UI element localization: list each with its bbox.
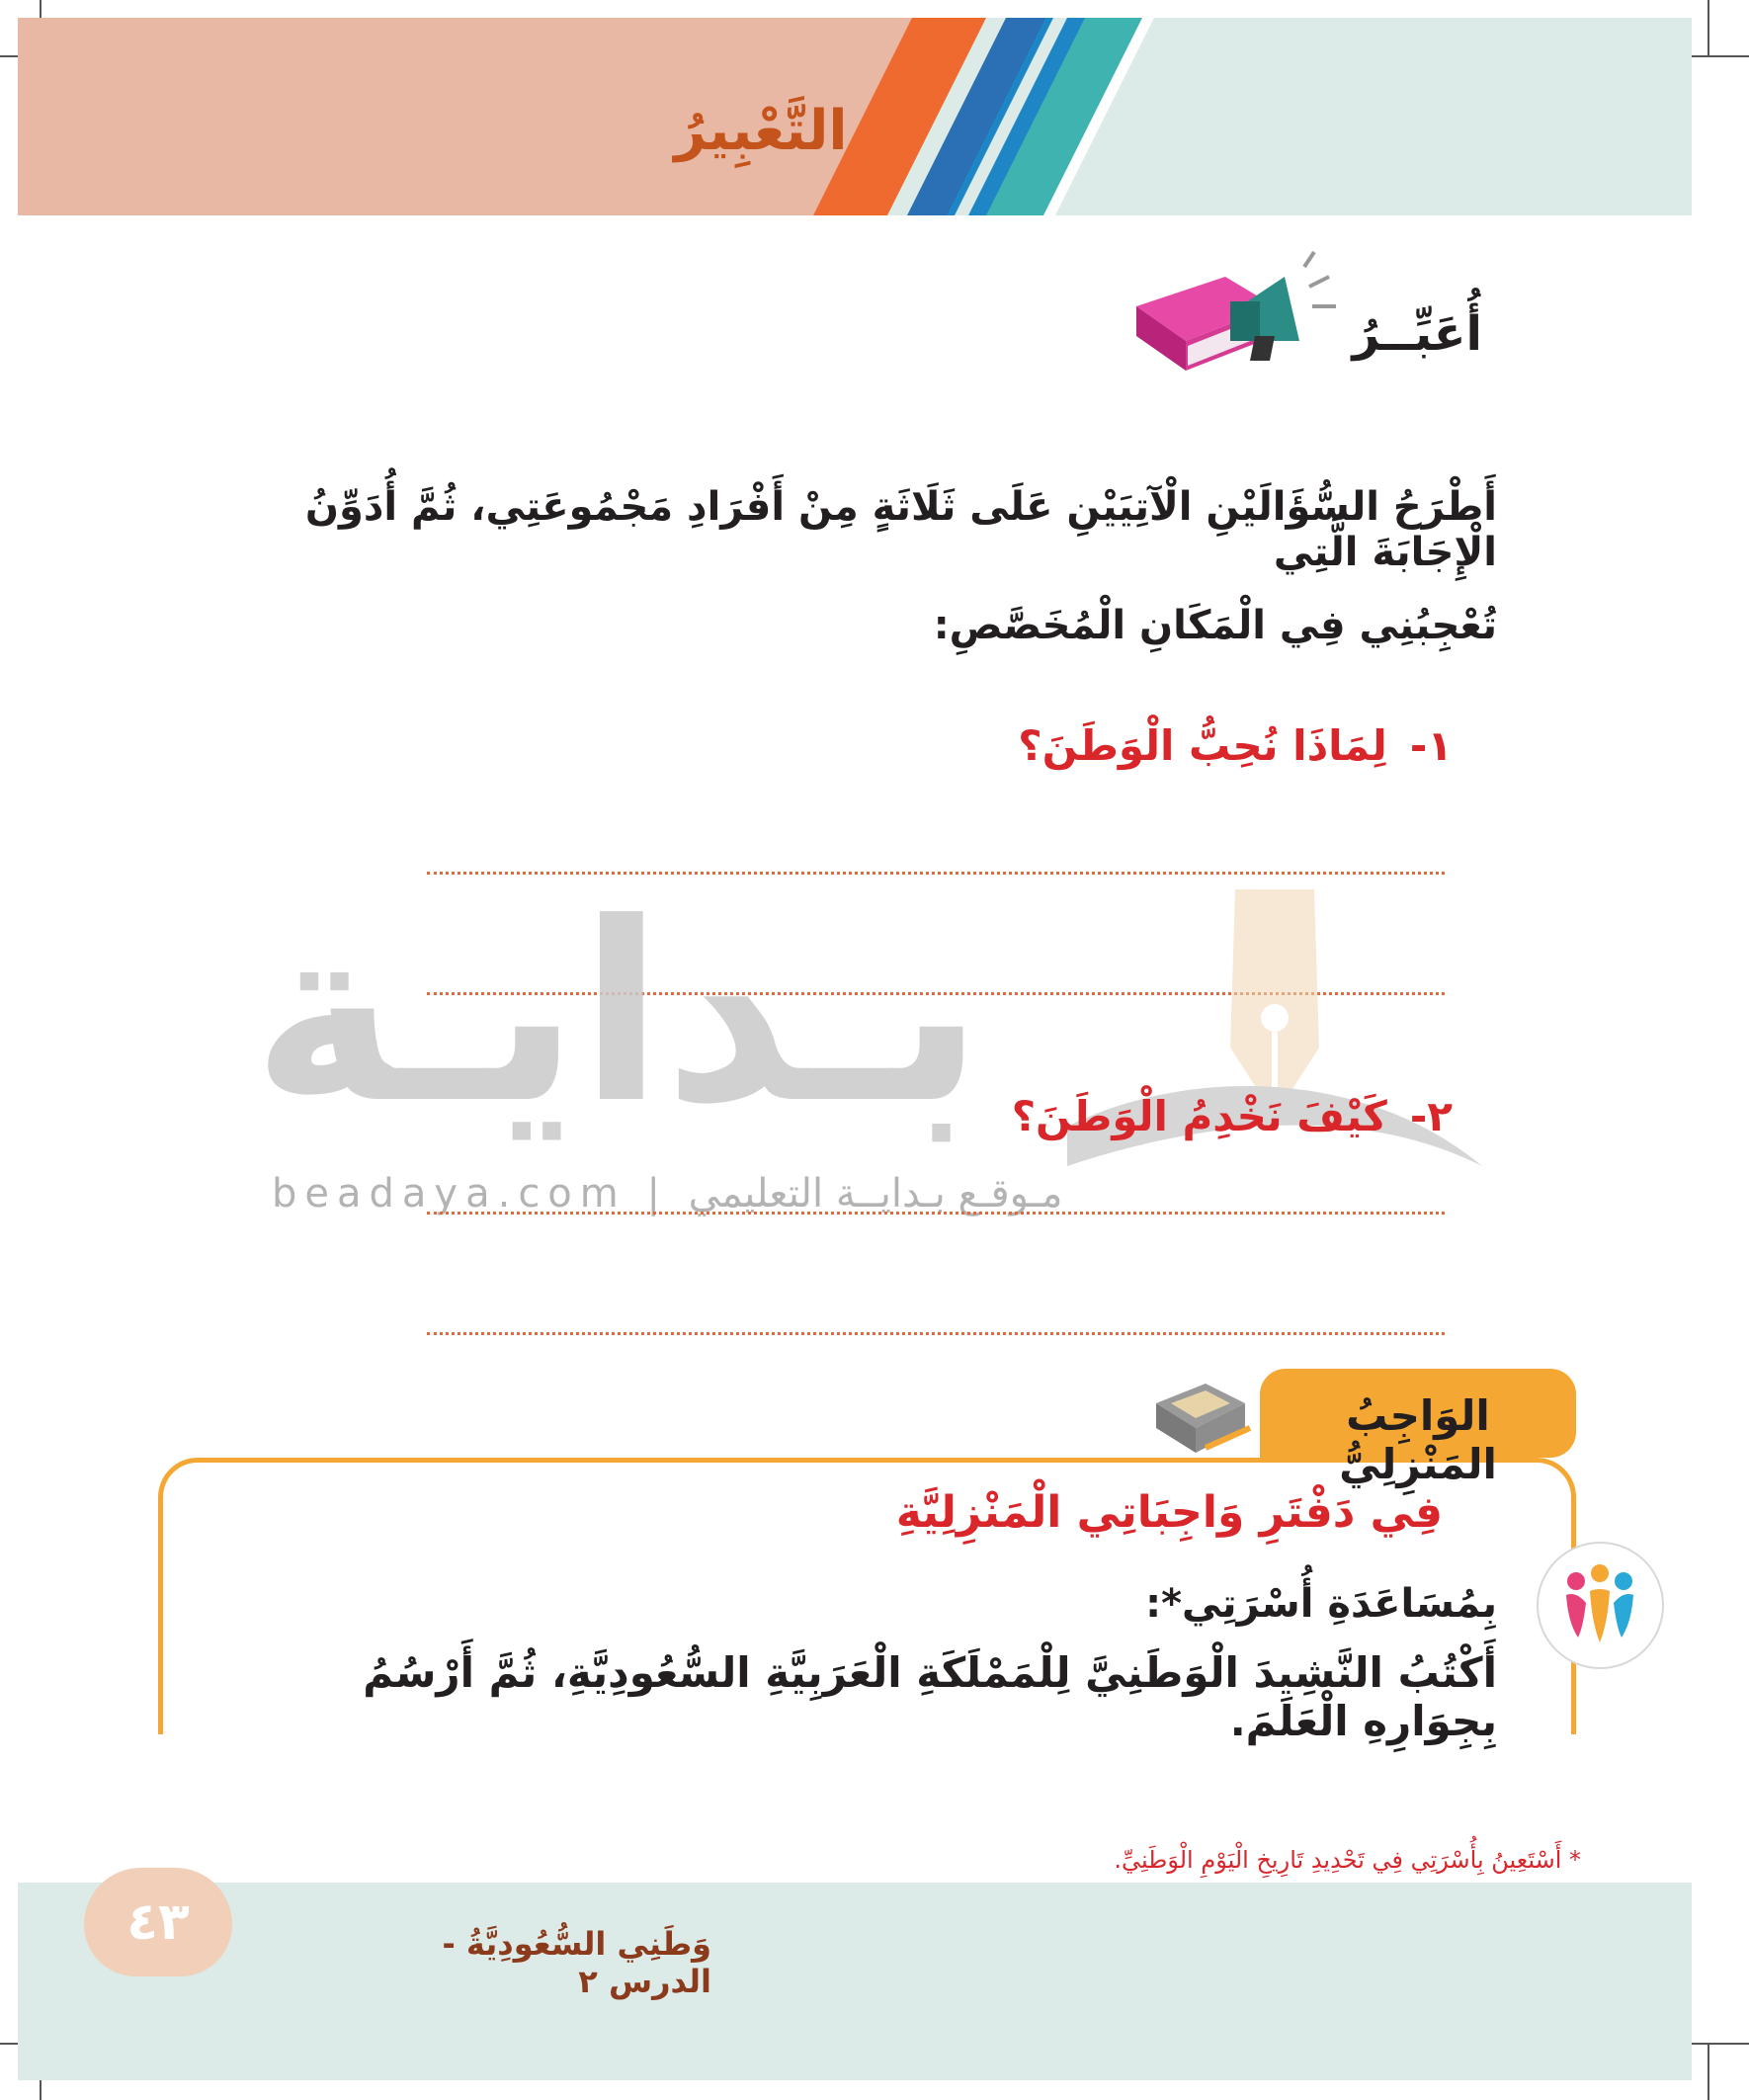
footer-lesson-title: وَطَنِي السُّعُودِيَّةُ - الدرس ٢ [442, 1925, 711, 2000]
homework-notebook-icon [1146, 1374, 1255, 1463]
answer-line[interactable] [427, 1212, 1445, 1215]
section-heading: أُعَبِّــرُ [1352, 306, 1482, 362]
pen-nib-watermark-icon [1067, 870, 1502, 1206]
homework-subtitle: فِي دَفْتَرِ وَاجِبَاتِي الْمَنْزِلِيَّةِ [895, 1487, 1443, 1538]
watermark-site: beadaya.com | مـوقـع بـدايــة التعليمي [272, 1171, 1063, 1217]
question-text: لِمَاذَا نُحِبُّ الْوَطَنَ؟ [1018, 721, 1387, 770]
watermark-logo: بـدايـة [252, 870, 984, 1157]
crop-mark [1692, 2043, 1749, 2045]
crop-mark [1692, 55, 1749, 57]
book-megaphone-icon [1126, 247, 1344, 385]
answer-line[interactable] [427, 1332, 1445, 1335]
footer-band [18, 1883, 1692, 2080]
homework-help: بِمُسَاعَدَةِ أُسْرَتِي*: [1145, 1581, 1497, 1627]
page-title: التَّعْبِيرُ [674, 99, 848, 163]
question-2 [889, 1092, 1453, 1140]
question-number: ٢- [1409, 1092, 1453, 1140]
family-icon [1537, 1542, 1664, 1669]
page-number: ٤٣ [126, 1892, 190, 1952]
homework-task: أَكْتُبُ النَّشِيدَ الْوَطَنِيَّ لِلْمَمْلَكَةِ الْعَرَبِيَّةِ السُّعُودِيَّةِ، ثُمَّ أَرْسُمُ بِجِوَارِهِ الْعَلَمَ. [363, 1648, 1497, 1745]
question-text: كَيْفَ نَخْدِمُ الْوَطَنَ؟ [1011, 1092, 1387, 1140]
homework-title: الوَاجِبُ المَنْزِلِيُّ [1339, 1391, 1497, 1488]
question-number: ١- [1409, 721, 1453, 770]
instruction-line-2: تُعْجِبُنِي فِي الْمَكَانِ الْمُخَصَّصِ: [933, 603, 1497, 648]
footnote: * أَسْتَعِينُ بِأُسْرَتِي فِي تَحْدِيدِ تَارِيخِ الْيَوْمِ الْوَطَنِيِّ. [1114, 1846, 1581, 1874]
crop-mark [1707, 2043, 1709, 2100]
question-1 [889, 721, 1453, 770]
crop-mark [1707, 0, 1709, 57]
instruction-line-1: أَطْرَحُ السُّؤَالَيْنِ الْآتِيَيْنِ عَلَى ثَلَاثَةٍ مِنْ أَفْرَادِ مَجْمُوعَتِي، ثُمَّ أُدَوِّنُ الْإِجَابَةَ الَّتِي [304, 484, 1497, 575]
